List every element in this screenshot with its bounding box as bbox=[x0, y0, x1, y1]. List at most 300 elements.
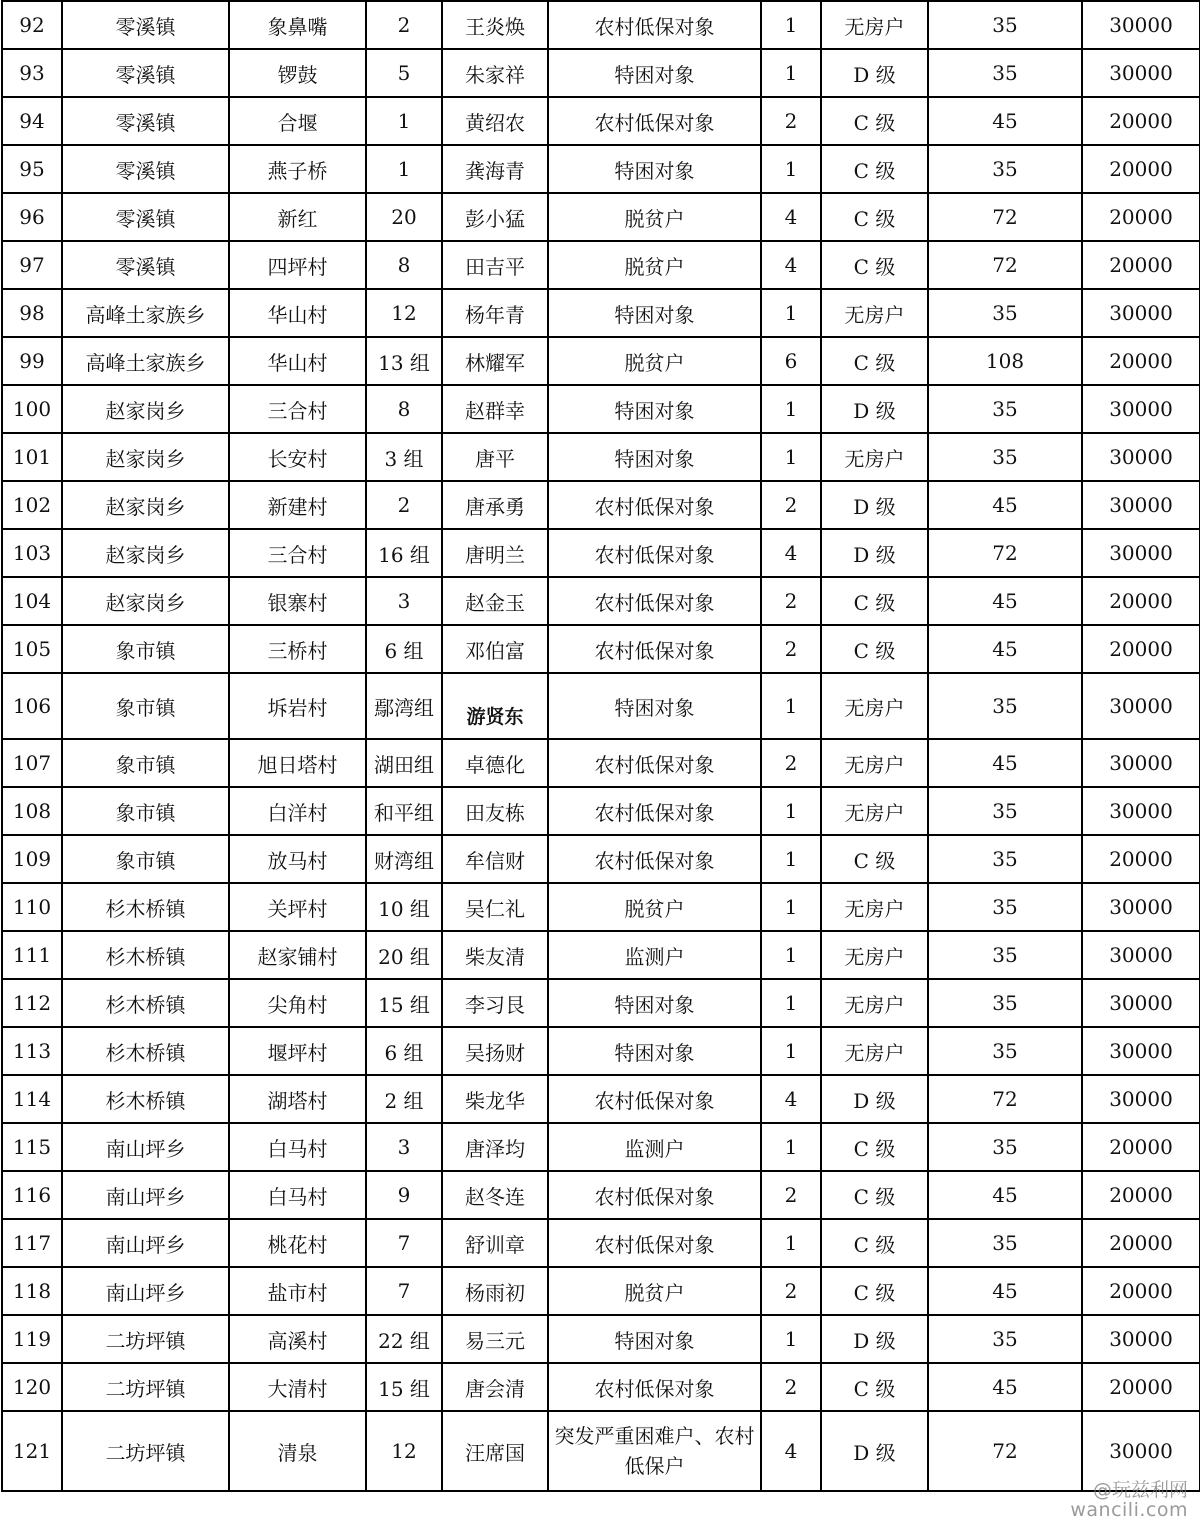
seq-cell: 92 bbox=[2, 1, 62, 49]
subsidy-cell: 30000 bbox=[1082, 385, 1200, 433]
village-cell: 象鼻嘴 bbox=[229, 1, 366, 49]
area-cell: 35 bbox=[928, 385, 1082, 433]
group-cell: 12 bbox=[366, 1411, 442, 1491]
village-cell: 新建村 bbox=[229, 481, 366, 529]
township-cell: 二坊坪镇 bbox=[62, 1411, 229, 1491]
township-cell: 零溪镇 bbox=[62, 241, 229, 289]
house-grade-cell: C 级 bbox=[821, 145, 928, 193]
group-cell: 10 组 bbox=[366, 883, 442, 931]
subsidy-cell: 30000 bbox=[1082, 1027, 1200, 1075]
name-cell: 唐泽均 bbox=[442, 1123, 548, 1171]
subsidy-cell: 20000 bbox=[1082, 1267, 1200, 1315]
area-cell: 45 bbox=[928, 577, 1082, 625]
household-size-cell: 2 bbox=[761, 1363, 821, 1411]
name-cell: 汪席国 bbox=[442, 1411, 548, 1491]
subsidy-cell: 30000 bbox=[1082, 433, 1200, 481]
house-grade-cell: C 级 bbox=[821, 97, 928, 145]
seq-cell: 120 bbox=[2, 1363, 62, 1411]
area-cell: 35 bbox=[928, 1, 1082, 49]
house-grade-cell: 无房户 bbox=[821, 931, 928, 979]
group-cell: 2 组 bbox=[366, 1075, 442, 1123]
township-cell: 二坊坪镇 bbox=[62, 1315, 229, 1363]
village-cell: 放马村 bbox=[229, 835, 366, 883]
name-cell: 赵群幸 bbox=[442, 385, 548, 433]
table-row bbox=[2, 835, 1200, 883]
area-cell: 35 bbox=[928, 1123, 1082, 1171]
group-cell: 3 bbox=[366, 577, 442, 625]
house-grade-cell: D 级 bbox=[821, 385, 928, 433]
table-row bbox=[2, 673, 1200, 739]
township-cell: 南山坪乡 bbox=[62, 1171, 229, 1219]
house-grade-cell: C 级 bbox=[821, 1363, 928, 1411]
house-grade-cell: C 级 bbox=[821, 1171, 928, 1219]
group-cell: 3 bbox=[366, 1123, 442, 1171]
township-cell: 赵家岗乡 bbox=[62, 433, 229, 481]
township-cell: 赵家岗乡 bbox=[62, 385, 229, 433]
name-cell: 王炎焕 bbox=[442, 1, 548, 49]
name-cell: 杨雨初 bbox=[442, 1267, 548, 1315]
seq-cell: 113 bbox=[2, 1027, 62, 1075]
household-size-cell: 4 bbox=[761, 1075, 821, 1123]
category-cell: 农村低保对象 bbox=[548, 481, 761, 529]
township-cell: 南山坪乡 bbox=[62, 1267, 229, 1315]
seq-cell: 109 bbox=[2, 835, 62, 883]
watermark-line2: wancili.com bbox=[1070, 1499, 1188, 1521]
group-cell: 6 组 bbox=[366, 1027, 442, 1075]
area-cell: 45 bbox=[928, 1267, 1082, 1315]
area-cell: 108 bbox=[928, 337, 1082, 385]
name-cell: 田吉平 bbox=[442, 241, 548, 289]
group-cell: 3 组 bbox=[366, 433, 442, 481]
area-cell: 45 bbox=[928, 739, 1082, 787]
subsidy-cell: 30000 bbox=[1082, 49, 1200, 97]
area-cell: 72 bbox=[928, 193, 1082, 241]
table-row bbox=[2, 1363, 1200, 1411]
house-grade-cell: C 级 bbox=[821, 1267, 928, 1315]
seq-cell: 115 bbox=[2, 1123, 62, 1171]
household-size-cell: 2 bbox=[761, 625, 821, 673]
subsidy-cell: 30000 bbox=[1082, 1411, 1200, 1491]
subsidy-cell: 30000 bbox=[1082, 1315, 1200, 1363]
village-cell: 湖塔村 bbox=[229, 1075, 366, 1123]
village-cell: 清泉 bbox=[229, 1411, 366, 1491]
category-cell: 农村低保对象 bbox=[548, 1171, 761, 1219]
name-cell: 赵冬连 bbox=[442, 1171, 548, 1219]
household-size-cell: 2 bbox=[761, 97, 821, 145]
category-cell: 脱贫户 bbox=[548, 241, 761, 289]
household-size-cell: 1 bbox=[761, 1123, 821, 1171]
table-row bbox=[2, 1075, 1200, 1123]
subsidy-cell: 20000 bbox=[1082, 97, 1200, 145]
table-row bbox=[2, 241, 1200, 289]
name-cell: 唐明兰 bbox=[442, 529, 548, 577]
house-grade-cell: 无房户 bbox=[821, 1, 928, 49]
house-grade-cell: 无房户 bbox=[821, 1027, 928, 1075]
seq-cell: 104 bbox=[2, 577, 62, 625]
township-cell: 高峰土家族乡 bbox=[62, 337, 229, 385]
area-cell: 35 bbox=[928, 979, 1082, 1027]
seq-cell: 121 bbox=[2, 1411, 62, 1491]
name-cell: 吴扬财 bbox=[442, 1027, 548, 1075]
township-cell: 二坊坪镇 bbox=[62, 1363, 229, 1411]
household-size-cell: 4 bbox=[761, 1411, 821, 1491]
group-cell: 和平组 bbox=[366, 787, 442, 835]
seq-cell: 105 bbox=[2, 625, 62, 673]
household-size-cell: 1 bbox=[761, 1027, 821, 1075]
group-cell: 2 bbox=[366, 1, 442, 49]
category-cell: 农村低保对象 bbox=[548, 97, 761, 145]
township-cell: 象市镇 bbox=[62, 625, 229, 673]
area-cell: 45 bbox=[928, 625, 1082, 673]
seq-cell: 114 bbox=[2, 1075, 62, 1123]
subsidy-cell: 30000 bbox=[1082, 787, 1200, 835]
area-cell: 72 bbox=[928, 529, 1082, 577]
table-row bbox=[2, 1123, 1200, 1171]
group-cell: 7 bbox=[366, 1219, 442, 1267]
category-cell: 突发严重困难户、农村低保户 bbox=[548, 1411, 761, 1491]
category-cell: 农村低保对象 bbox=[548, 1, 761, 49]
area-cell: 35 bbox=[928, 835, 1082, 883]
village-cell: 华山村 bbox=[229, 337, 366, 385]
category-cell: 特困对象 bbox=[548, 1027, 761, 1075]
name-cell: 赵金玉 bbox=[442, 577, 548, 625]
category-cell: 农村低保对象 bbox=[548, 739, 761, 787]
area-cell: 35 bbox=[928, 1315, 1082, 1363]
table-row bbox=[2, 739, 1200, 787]
name-cell: 唐会清 bbox=[442, 1363, 548, 1411]
village-cell: 桃花村 bbox=[229, 1219, 366, 1267]
household-size-cell: 1 bbox=[761, 433, 821, 481]
subsidy-cell: 30000 bbox=[1082, 1075, 1200, 1123]
name-cell: 田友栋 bbox=[442, 787, 548, 835]
seq-cell: 111 bbox=[2, 931, 62, 979]
village-cell: 锣鼓 bbox=[229, 49, 366, 97]
area-cell: 72 bbox=[928, 1075, 1082, 1123]
category-cell: 农村低保对象 bbox=[548, 1219, 761, 1267]
group-cell: 8 bbox=[366, 385, 442, 433]
group-cell: 16 组 bbox=[366, 529, 442, 577]
household-size-cell: 1 bbox=[761, 883, 821, 931]
village-cell: 关坪村 bbox=[229, 883, 366, 931]
group-cell: 财湾组 bbox=[366, 835, 442, 883]
household-size-cell: 2 bbox=[761, 1267, 821, 1315]
table-row bbox=[2, 1315, 1200, 1363]
subsidy-cell: 20000 bbox=[1082, 625, 1200, 673]
house-grade-cell: C 级 bbox=[821, 337, 928, 385]
category-cell: 特困对象 bbox=[548, 49, 761, 97]
household-size-cell: 1 bbox=[761, 979, 821, 1027]
group-cell: 15 组 bbox=[366, 979, 442, 1027]
watermark-line1: @玩兹利网 bbox=[1092, 1479, 1188, 1501]
township-cell: 零溪镇 bbox=[62, 1, 229, 49]
township-cell: 赵家岗乡 bbox=[62, 529, 229, 577]
subsidy-cell: 20000 bbox=[1082, 577, 1200, 625]
township-cell: 象市镇 bbox=[62, 835, 229, 883]
seq-cell: 98 bbox=[2, 289, 62, 337]
table-row bbox=[2, 1027, 1200, 1075]
township-cell: 杉木桥镇 bbox=[62, 931, 229, 979]
category-cell: 脱贫户 bbox=[548, 883, 761, 931]
table-row bbox=[2, 337, 1200, 385]
name-cell: 柴友清 bbox=[442, 931, 548, 979]
subsidy-cell: 20000 bbox=[1082, 145, 1200, 193]
name-cell: 牟信财 bbox=[442, 835, 548, 883]
subsidy-cell: 20000 bbox=[1082, 1363, 1200, 1411]
name-cell: 卓德化 bbox=[442, 739, 548, 787]
house-grade-cell: D 级 bbox=[821, 481, 928, 529]
house-grade-cell: D 级 bbox=[821, 1315, 928, 1363]
household-size-cell: 2 bbox=[761, 739, 821, 787]
house-grade-cell: 无房户 bbox=[821, 433, 928, 481]
township-cell: 零溪镇 bbox=[62, 193, 229, 241]
name-cell: 唐平 bbox=[442, 433, 548, 481]
table-row bbox=[2, 481, 1200, 529]
township-cell: 杉木桥镇 bbox=[62, 1075, 229, 1123]
group-cell: 8 bbox=[366, 241, 442, 289]
village-cell: 旭日塔村 bbox=[229, 739, 366, 787]
house-grade-cell: D 级 bbox=[821, 1411, 928, 1491]
village-cell: 盐市村 bbox=[229, 1267, 366, 1315]
table-row bbox=[2, 1411, 1200, 1491]
group-cell: 1 bbox=[366, 145, 442, 193]
subsidy-cell: 20000 bbox=[1082, 1171, 1200, 1219]
seq-cell: 103 bbox=[2, 529, 62, 577]
township-cell: 零溪镇 bbox=[62, 49, 229, 97]
house-grade-cell: C 级 bbox=[821, 241, 928, 289]
area-cell: 35 bbox=[928, 1027, 1082, 1075]
seq-cell: 95 bbox=[2, 145, 62, 193]
household-size-cell: 1 bbox=[761, 787, 821, 835]
house-grade-cell: 无房户 bbox=[821, 787, 928, 835]
house-grade-cell: C 级 bbox=[821, 625, 928, 673]
category-cell: 脱贫户 bbox=[548, 193, 761, 241]
group-cell: 6 组 bbox=[366, 625, 442, 673]
house-grade-cell: D 级 bbox=[821, 49, 928, 97]
village-cell: 三合村 bbox=[229, 529, 366, 577]
category-cell: 特困对象 bbox=[548, 1315, 761, 1363]
group-cell: 12 bbox=[366, 289, 442, 337]
township-cell: 高峰土家族乡 bbox=[62, 289, 229, 337]
table-row bbox=[2, 577, 1200, 625]
table-row bbox=[2, 625, 1200, 673]
area-cell: 35 bbox=[928, 931, 1082, 979]
village-cell: 三合村 bbox=[229, 385, 366, 433]
house-grade-cell: C 级 bbox=[821, 577, 928, 625]
area-cell: 35 bbox=[928, 673, 1082, 739]
house-grade-cell: D 级 bbox=[821, 1075, 928, 1123]
table-row bbox=[2, 1171, 1200, 1219]
category-cell: 农村低保对象 bbox=[548, 1075, 761, 1123]
house-grade-cell: D 级 bbox=[821, 529, 928, 577]
village-cell: 合堰 bbox=[229, 97, 366, 145]
table-row bbox=[2, 97, 1200, 145]
house-grade-cell: 无房户 bbox=[821, 673, 928, 739]
seq-cell: 108 bbox=[2, 787, 62, 835]
table-body bbox=[2, 1, 1200, 1491]
village-cell: 新红 bbox=[229, 193, 366, 241]
category-cell: 监测户 bbox=[548, 931, 761, 979]
subsidy-cell: 30000 bbox=[1082, 979, 1200, 1027]
township-cell: 杉木桥镇 bbox=[62, 979, 229, 1027]
village-cell: 华山村 bbox=[229, 289, 366, 337]
house-grade-cell: 无房户 bbox=[821, 979, 928, 1027]
village-cell: 堰坪村 bbox=[229, 1027, 366, 1075]
seq-cell: 102 bbox=[2, 481, 62, 529]
name-cell: 邓伯富 bbox=[442, 625, 548, 673]
house-grade-cell: 无房户 bbox=[821, 739, 928, 787]
subsidy-cell: 30000 bbox=[1082, 883, 1200, 931]
house-grade-cell: 无房户 bbox=[821, 289, 928, 337]
village-cell: 大清村 bbox=[229, 1363, 366, 1411]
township-cell: 杉木桥镇 bbox=[62, 1027, 229, 1075]
household-size-cell: 1 bbox=[761, 673, 821, 739]
township-cell: 赵家岗乡 bbox=[62, 577, 229, 625]
table-row bbox=[2, 979, 1200, 1027]
group-cell: 5 bbox=[366, 49, 442, 97]
table-row bbox=[2, 433, 1200, 481]
name-cell: 杨年青 bbox=[442, 289, 548, 337]
household-size-cell: 1 bbox=[761, 289, 821, 337]
name-cell: 易三元 bbox=[442, 1315, 548, 1363]
watermark bbox=[1070, 1480, 1188, 1520]
area-cell: 45 bbox=[928, 481, 1082, 529]
village-cell: 长安村 bbox=[229, 433, 366, 481]
category-cell: 特困对象 bbox=[548, 145, 761, 193]
village-cell: 银寨村 bbox=[229, 577, 366, 625]
household-size-cell: 1 bbox=[761, 1315, 821, 1363]
table-row bbox=[2, 145, 1200, 193]
name-cell: 游贤东 bbox=[442, 673, 548, 739]
category-cell: 脱贫户 bbox=[548, 1267, 761, 1315]
household-size-cell: 1 bbox=[761, 835, 821, 883]
subsidy-cell: 30000 bbox=[1082, 673, 1200, 739]
group-cell: 22 组 bbox=[366, 1315, 442, 1363]
village-cell: 燕子桥 bbox=[229, 145, 366, 193]
township-cell: 象市镇 bbox=[62, 673, 229, 739]
subsidy-cell: 20000 bbox=[1082, 241, 1200, 289]
area-cell: 35 bbox=[928, 883, 1082, 931]
household-size-cell: 4 bbox=[761, 529, 821, 577]
house-grade-cell: 无房户 bbox=[821, 883, 928, 931]
area-cell: 35 bbox=[928, 433, 1082, 481]
seq-cell: 94 bbox=[2, 97, 62, 145]
house-grade-cell: C 级 bbox=[821, 1123, 928, 1171]
household-size-cell: 1 bbox=[761, 1219, 821, 1267]
seq-cell: 96 bbox=[2, 193, 62, 241]
household-size-cell: 1 bbox=[761, 145, 821, 193]
table-row bbox=[2, 787, 1200, 835]
village-cell: 三桥村 bbox=[229, 625, 366, 673]
subsidy-cell: 30000 bbox=[1082, 529, 1200, 577]
name-cell: 柴龙华 bbox=[442, 1075, 548, 1123]
group-cell: 湖田组 bbox=[366, 739, 442, 787]
household-size-cell: 1 bbox=[761, 1, 821, 49]
area-cell: 72 bbox=[928, 241, 1082, 289]
seq-cell: 93 bbox=[2, 49, 62, 97]
household-size-cell: 1 bbox=[761, 931, 821, 979]
area-cell: 72 bbox=[928, 1411, 1082, 1491]
group-cell: 鄢湾组 bbox=[366, 673, 442, 739]
seq-cell: 107 bbox=[2, 739, 62, 787]
village-cell: 高溪村 bbox=[229, 1315, 366, 1363]
seq-cell: 106 bbox=[2, 673, 62, 739]
group-cell: 1 bbox=[366, 97, 442, 145]
house-grade-cell: C 级 bbox=[821, 1219, 928, 1267]
seq-cell: 97 bbox=[2, 241, 62, 289]
subsidy-cell: 20000 bbox=[1082, 1219, 1200, 1267]
category-cell: 农村低保对象 bbox=[548, 835, 761, 883]
category-cell: 农村低保对象 bbox=[548, 529, 761, 577]
category-cell: 农村低保对象 bbox=[548, 625, 761, 673]
subsidy-cell: 20000 bbox=[1082, 337, 1200, 385]
subsidy-cell: 30000 bbox=[1082, 481, 1200, 529]
seq-cell: 116 bbox=[2, 1171, 62, 1219]
name-cell: 舒训章 bbox=[442, 1219, 548, 1267]
township-cell: 象市镇 bbox=[62, 739, 229, 787]
name-cell: 彭小猛 bbox=[442, 193, 548, 241]
subsidy-cell: 30000 bbox=[1082, 931, 1200, 979]
table-row bbox=[2, 529, 1200, 577]
subsidy-cell: 30000 bbox=[1082, 289, 1200, 337]
name-cell: 黄绍农 bbox=[442, 97, 548, 145]
category-cell: 监测户 bbox=[548, 1123, 761, 1171]
household-size-cell: 1 bbox=[761, 49, 821, 97]
township-cell: 赵家岗乡 bbox=[62, 481, 229, 529]
village-cell: 白马村 bbox=[229, 1123, 366, 1171]
village-cell: 赵家铺村 bbox=[229, 931, 366, 979]
area-cell: 35 bbox=[928, 787, 1082, 835]
group-cell: 2 bbox=[366, 481, 442, 529]
township-cell: 南山坪乡 bbox=[62, 1123, 229, 1171]
household-size-cell: 1 bbox=[761, 385, 821, 433]
seq-cell: 118 bbox=[2, 1267, 62, 1315]
subsidy-cell: 30000 bbox=[1082, 1, 1200, 49]
name-cell: 龚海青 bbox=[442, 145, 548, 193]
seq-cell: 117 bbox=[2, 1219, 62, 1267]
household-size-cell: 2 bbox=[761, 577, 821, 625]
category-cell: 特困对象 bbox=[548, 385, 761, 433]
group-cell: 13 组 bbox=[366, 337, 442, 385]
table-row bbox=[2, 1219, 1200, 1267]
group-cell: 15 组 bbox=[366, 1363, 442, 1411]
seq-cell: 101 bbox=[2, 433, 62, 481]
house-grade-cell: C 级 bbox=[821, 835, 928, 883]
category-cell: 脱贫户 bbox=[548, 337, 761, 385]
area-cell: 35 bbox=[928, 1219, 1082, 1267]
area-cell: 35 bbox=[928, 289, 1082, 337]
category-cell: 特困对象 bbox=[548, 979, 761, 1027]
household-size-cell: 2 bbox=[761, 481, 821, 529]
name-cell: 林耀军 bbox=[442, 337, 548, 385]
category-cell: 特困对象 bbox=[548, 433, 761, 481]
name-cell: 唐承勇 bbox=[442, 481, 548, 529]
village-cell: 四坪村 bbox=[229, 241, 366, 289]
area-cell: 35 bbox=[928, 49, 1082, 97]
group-cell: 20 bbox=[366, 193, 442, 241]
name-cell: 朱家祥 bbox=[442, 49, 548, 97]
township-cell: 象市镇 bbox=[62, 787, 229, 835]
area-cell: 35 bbox=[928, 145, 1082, 193]
group-cell: 9 bbox=[366, 1171, 442, 1219]
township-cell: 零溪镇 bbox=[62, 97, 229, 145]
seq-cell: 110 bbox=[2, 883, 62, 931]
table-row bbox=[2, 1, 1200, 49]
household-size-cell: 4 bbox=[761, 241, 821, 289]
area-cell: 45 bbox=[928, 1363, 1082, 1411]
table-row bbox=[2, 385, 1200, 433]
seq-cell: 100 bbox=[2, 385, 62, 433]
table-row bbox=[2, 193, 1200, 241]
